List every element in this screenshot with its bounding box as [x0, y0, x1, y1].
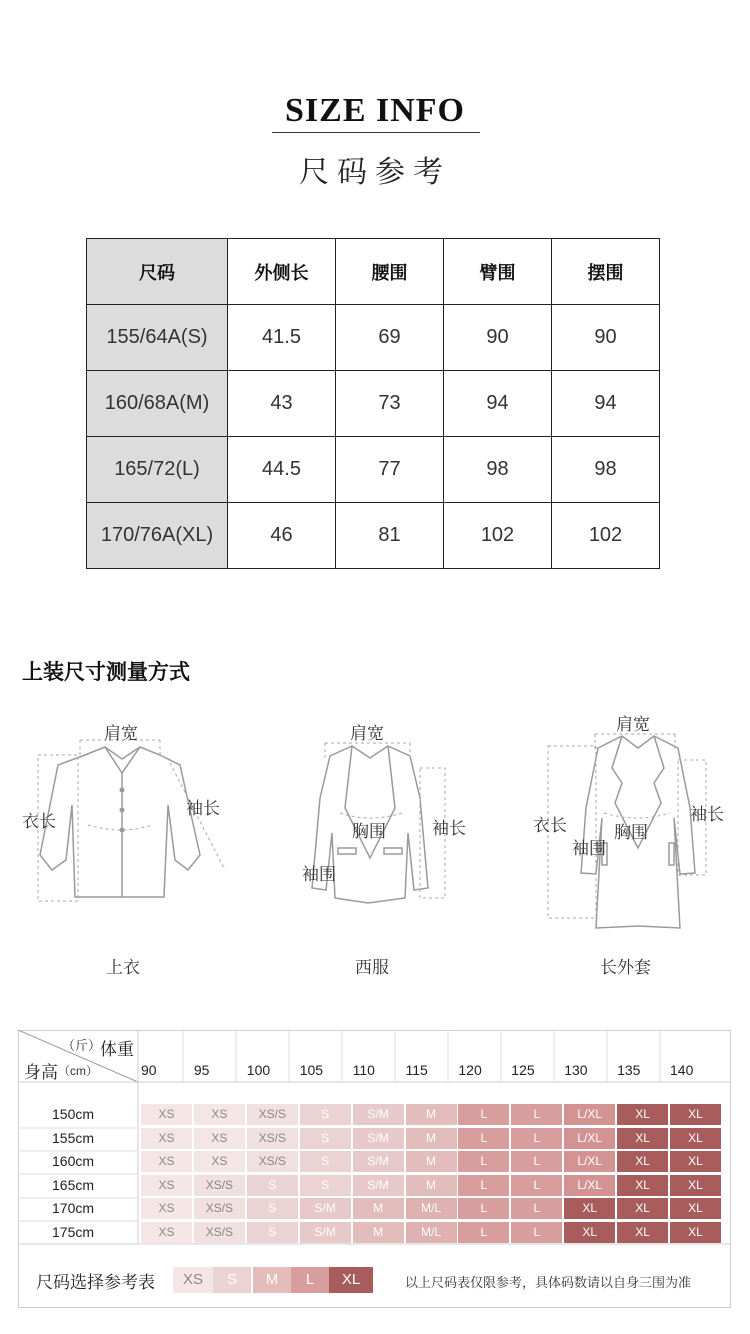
size-cell: L: [511, 1151, 562, 1172]
weight-unit: （斤）: [62, 1038, 102, 1053]
size-cell: XS/S: [247, 1151, 298, 1172]
size-cell: XS: [141, 1198, 192, 1219]
weight-tick: 90: [141, 1062, 157, 1078]
size-cell: L/XL: [564, 1175, 615, 1196]
size-cell: XS: [194, 1104, 245, 1125]
header-cell: 外侧长: [228, 239, 336, 305]
coat-sleeve-label: 袖长: [690, 805, 724, 824]
size-cell: L: [458, 1151, 509, 1172]
size-cell: S/M: [353, 1151, 404, 1172]
height-tick: 160cm: [52, 1153, 95, 1169]
value-cell: 102: [552, 503, 660, 569]
suit-sleeve-label: 袖长: [432, 819, 466, 838]
size-cell: S/M: [353, 1128, 404, 1149]
weight-tick: 95: [193, 1062, 210, 1078]
height-tick: 165cm: [52, 1176, 95, 1193]
chart-note: 以上尺码表仅限参考，具体码数请以自身三围为准: [405, 1275, 692, 1290]
size-cell: 165/72(L): [87, 437, 228, 503]
size-cell: XL: [670, 1175, 721, 1196]
weight-label: 体重: [100, 1040, 134, 1059]
weight-tick: 140: [670, 1062, 694, 1078]
weight-tick: 125: [511, 1062, 535, 1078]
size-cell: XL: [670, 1222, 721, 1243]
value-cell: 102: [444, 503, 552, 569]
size-cell: L: [511, 1222, 562, 1243]
value-cell: 98: [444, 437, 552, 503]
size-table: [86, 238, 660, 569]
value-cell: 98: [552, 437, 660, 503]
size-cell: L/XL: [564, 1128, 615, 1149]
value-cell: 41.5: [228, 305, 336, 371]
shirt-illustration: [30, 735, 230, 910]
header-cell: 尺码: [87, 239, 228, 305]
size-cell: S: [247, 1198, 298, 1219]
page-title-en: SIZE INFO: [285, 92, 465, 129]
size-cell: XS: [141, 1128, 192, 1149]
size-cell: M: [353, 1222, 404, 1243]
size-cell: XS: [141, 1104, 192, 1125]
size-cell: XL: [670, 1104, 721, 1125]
legend-swatch: XS: [173, 1267, 213, 1293]
size-cell: L: [511, 1104, 562, 1125]
size-cell: S: [247, 1175, 298, 1196]
weight-tick: 130: [564, 1062, 588, 1078]
weight-tick: 115: [405, 1062, 428, 1078]
value-cell: 43: [228, 371, 336, 437]
size-cell: XS: [141, 1222, 192, 1243]
value-cell: 46: [228, 503, 336, 569]
size-cell: L: [458, 1128, 509, 1149]
size-cell: 155/64A(S): [87, 305, 228, 371]
size-cell: 160/68A(M): [87, 371, 228, 437]
header-cell: 摆围: [552, 239, 660, 305]
suit-cuff-label: 袖围: [302, 865, 336, 884]
height-tick: 175cm: [52, 1223, 95, 1240]
size-cell: XS/S: [194, 1198, 245, 1219]
size-cell: S/M: [353, 1175, 404, 1196]
value-cell: 94: [444, 371, 552, 437]
size-cell: L: [511, 1198, 562, 1219]
table-row: [87, 437, 660, 503]
size-cell: XL: [617, 1128, 668, 1149]
value-cell: 90: [552, 305, 660, 371]
legend-title: 尺码选择参考表: [36, 1273, 155, 1292]
size-cell: L: [458, 1222, 509, 1243]
size-cell: XL: [670, 1128, 721, 1149]
value-cell: 77: [336, 437, 444, 503]
size-cell: XS/S: [247, 1128, 298, 1149]
size-cell: XL: [617, 1175, 668, 1196]
size-cell: XL: [670, 1151, 721, 1172]
coat-chest-label: 胸围: [614, 823, 648, 842]
size-cell: S: [247, 1222, 298, 1243]
size-cell: S: [300, 1175, 351, 1196]
value-cell: 44.5: [228, 437, 336, 503]
size-cell: XS/S: [194, 1222, 245, 1243]
size-cell: S/M: [300, 1198, 351, 1219]
shirt-sleeve-label: 袖长: [186, 799, 220, 818]
size-cell: L: [511, 1128, 562, 1149]
legend-swatch: L: [291, 1267, 329, 1293]
size-cell: XL: [617, 1151, 668, 1172]
size-cell: M: [406, 1175, 457, 1196]
height-label: 身高: [24, 1063, 58, 1082]
size-cell: S: [300, 1128, 351, 1149]
size-cell: L: [458, 1175, 509, 1196]
page-title-cn: 尺码参考: [299, 156, 451, 189]
size-cell: XL: [564, 1222, 615, 1243]
height-tick: 170cm: [52, 1200, 95, 1216]
size-cell: M: [353, 1198, 404, 1219]
shirt-shoulder-label: 肩宽: [104, 724, 138, 743]
table-row: [87, 305, 660, 371]
size-cell: XS/S: [247, 1104, 298, 1125]
header-cell: 腰围: [336, 239, 444, 305]
coat-shoulder-label: 肩宽: [616, 715, 650, 734]
weight-tick: 110: [352, 1062, 375, 1078]
size-table-header-row: [87, 239, 660, 305]
shirt-length-label: 衣长: [22, 812, 56, 831]
size-cell: L: [511, 1175, 562, 1196]
size-cell: L: [458, 1198, 509, 1219]
table-row: [87, 371, 660, 437]
size-cell: M: [406, 1104, 457, 1125]
size-cell: L/XL: [564, 1151, 615, 1172]
height-unit: （cm）: [58, 1064, 98, 1078]
shirt-name: 上衣: [106, 958, 140, 977]
size-cell: S: [300, 1151, 351, 1172]
size-cell: M: [406, 1128, 457, 1149]
size-cell: XS: [141, 1151, 192, 1172]
coat-name: 长外套: [600, 958, 651, 977]
weight-tick: 135: [617, 1062, 641, 1078]
size-cell: XL: [617, 1104, 668, 1125]
weight-tick: 100: [246, 1062, 271, 1078]
size-cell: L: [458, 1104, 509, 1125]
legend-swatch: XL: [329, 1267, 373, 1293]
size-cell: L/XL: [564, 1104, 615, 1125]
size-cell: XL: [670, 1198, 721, 1219]
height-tick: 155cm: [52, 1129, 95, 1146]
size-cell: XS: [194, 1128, 245, 1149]
size-cell: S: [300, 1104, 351, 1125]
suit-shoulder-label: 肩宽: [350, 724, 384, 743]
value-cell: 90: [444, 305, 552, 371]
size-cell: XL: [617, 1198, 668, 1219]
size-cell: M: [406, 1151, 457, 1172]
coat-length-label: 衣长: [533, 816, 567, 835]
legend-swatch: M: [253, 1267, 291, 1293]
weight-tick: 105: [299, 1062, 324, 1078]
header-cell: 臂围: [444, 239, 552, 305]
value-cell: 81: [336, 503, 444, 569]
value-cell: 69: [336, 305, 444, 371]
measure-section-title: 上装尺寸测量方式: [22, 661, 190, 684]
coat-cuff-label: 袖围: [572, 839, 606, 858]
title-divider: [272, 132, 480, 133]
suit-chest-label: 胸围: [352, 822, 386, 841]
size-cell: S/M: [353, 1104, 404, 1125]
size-cell: M/L: [406, 1198, 457, 1219]
size-cell: XL: [564, 1198, 615, 1219]
size-cell: XL: [617, 1222, 668, 1243]
height-tick: 150cm: [52, 1106, 95, 1122]
legend-swatch: S: [213, 1267, 251, 1293]
weight-tick: 120: [458, 1062, 482, 1078]
value-cell: 73: [336, 371, 444, 437]
size-cell: M/L: [406, 1222, 457, 1243]
size-cell: XS: [194, 1151, 245, 1172]
size-cell: XS/S: [194, 1175, 245, 1196]
size-cell: XS: [141, 1175, 192, 1196]
table-row: [87, 503, 660, 569]
suit-name: 西服: [355, 958, 389, 977]
size-cell: 170/76A(XL): [87, 503, 228, 569]
size-cell: S/M: [300, 1222, 351, 1243]
value-cell: 94: [552, 371, 660, 437]
